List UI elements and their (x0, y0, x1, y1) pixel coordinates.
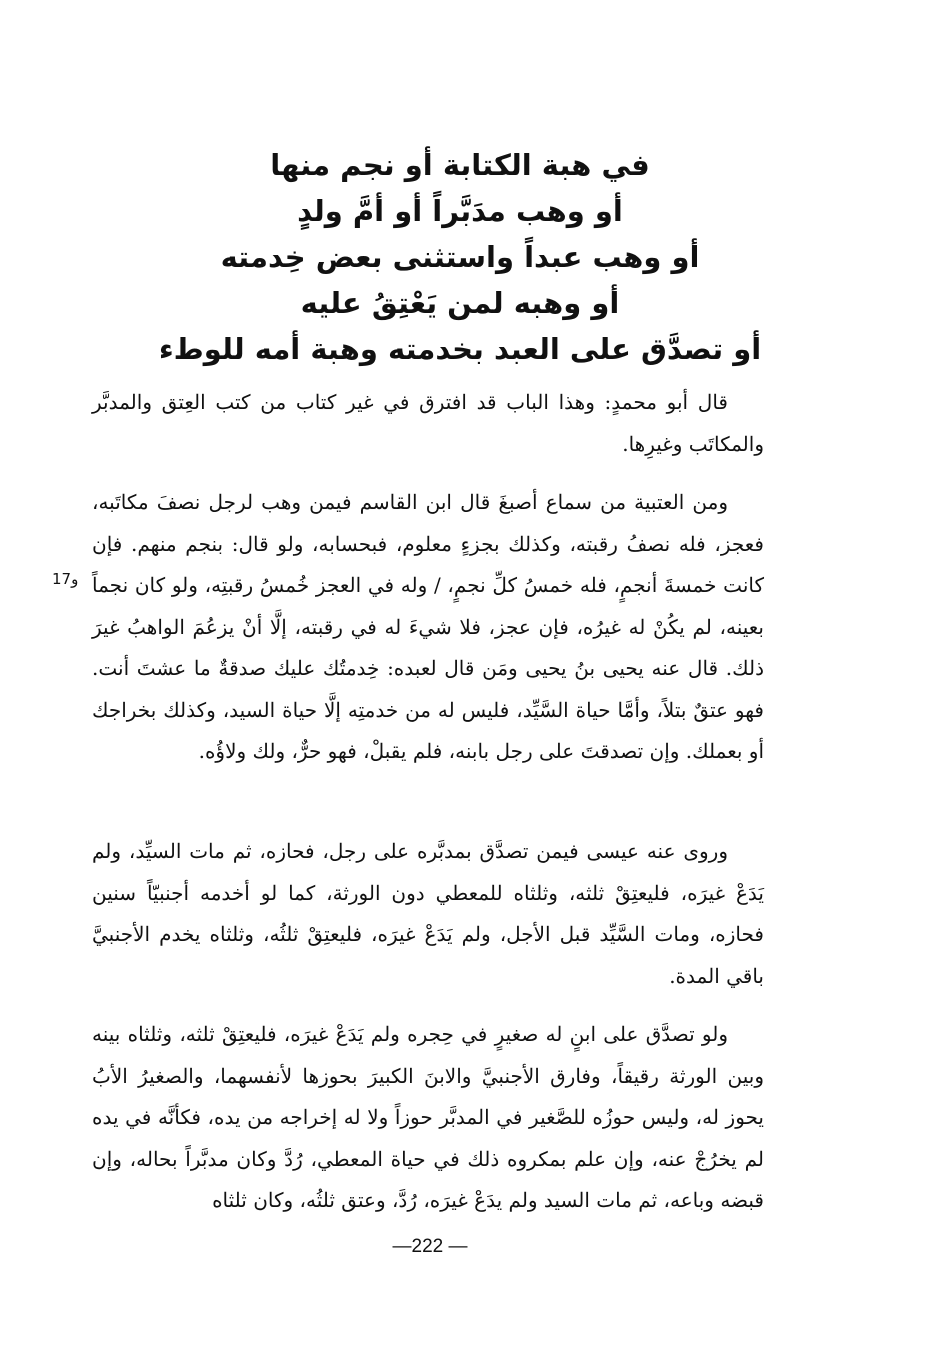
paragraph-2-text: ومن العتبية من سماع أصبغَ قال ابن القاسم فيمن وهب لرجل نصفَ مكاتَبه، فعجز، فله نصفُ رقبته، وكذلك بجزءٍ معلوم، فبحسابه، ولو قال: بنجم منهم. فإن كانت خمسةَ أنجمٍ، فله خمسُ كلِّ نجمٍ، / وله في العجز خُمسُ رقبتِه، ولو كان نجماً بعينه، لم يكُنْ له غيرُه، فإن عجز، فلا شيءَ له في رقبته، إلَّا أنْ يزعُمَ الواهبُ غيرَ ذلك. قال عنه يحيى بنُ يحيى ومَن قال لعبده: خِدمتُك عليك صدقةٌ ما عشتَ أنت. فهو عتقٌ بتلاً، وأمَّا حياة السَّيِّد، فليس له من خدمتِه إلَّا حياة السيد، وكذلك بخراجك أو بعملك. وإن تصدقتَ على رجل بابنه، فلم يقبلْ، فهو حرٌّ، ولك ولاؤُه. (92, 490, 764, 763)
paragraph-1 (92, 382, 764, 465)
heading-line-5: أو تصدَّق على العبد بخدمته وهبة أمه للوطء (158, 332, 762, 366)
heading-line-3: أو وهب عبداً واستثنى بعض خِدمته (220, 240, 700, 274)
paragraph-4 (92, 1014, 764, 1222)
paragraph-3 (92, 831, 764, 997)
paragraph-3-text: وروى عنه عيسى فيمن تصدَّق بمدبَّره على رجل، فحازه، ثم مات السيِّد، ولم يَدَعْ غيرَه، فليعتِقْ ثلثه، وثلثاه للمعطي دون الورثة، كما لو أخدمه أجنبيّاً سنين فحازه، ومات السَّيِّد قبل الأجل، ولم يَدَعْ غيرَه، فليعتِقْ ثلثُه، وثلثاه يخدم الأجنبيَّ باقي المدة. (92, 839, 764, 988)
paragraph-4-text: ولو تصدَّق على ابنٍ له صغيرٍ في حِجره ولم يَدَعْ غيرَه، فليعتِقْ ثلثه، وثلثاه بينه وبين الورثة رقيقاً، وفارق الأجنبيَّ والابنَ الكبيرَ بحوزها لأنفسهما، والصغيرُ الأبُ يحوز له، وليس حوزُه للصَّغير في المدبَّر حوزاً ولا له إخراجه من يده، فكأنَّه في يده لم يخرُجْ عنه، وإن علم بمكروه ذلك في حياة المعطي، رُدَّ وكان مدبَّراً بحاله، وإن قبضه وباعه، ثم مات السيد ولم يدَعْ غيرَه، رُدَّ، وعتق ثلثُه، وكان ثلثاه (92, 1022, 764, 1212)
page-number: —222 — (392, 1236, 468, 1257)
paragraph-2 (92, 482, 764, 773)
manuscript-folio-marker: 17و (52, 570, 79, 588)
heading-line-1: في هبة الكتابة أو نجم منها (270, 148, 650, 182)
paragraph-1-text: قال أبو محمدٍ: وهذا الباب قد افترق في غير كتاب من كتب العِتق والمدبَّر والمكاتَب وغيرِها. (92, 390, 764, 456)
chapter-heading (150, 142, 770, 372)
heading-line-4: أو وهبه لمن يَعْتِقُ عليه (300, 286, 620, 320)
heading-line-2: أو وهب مدَبَّراً أو أمَّ ولدٍ (297, 194, 623, 228)
